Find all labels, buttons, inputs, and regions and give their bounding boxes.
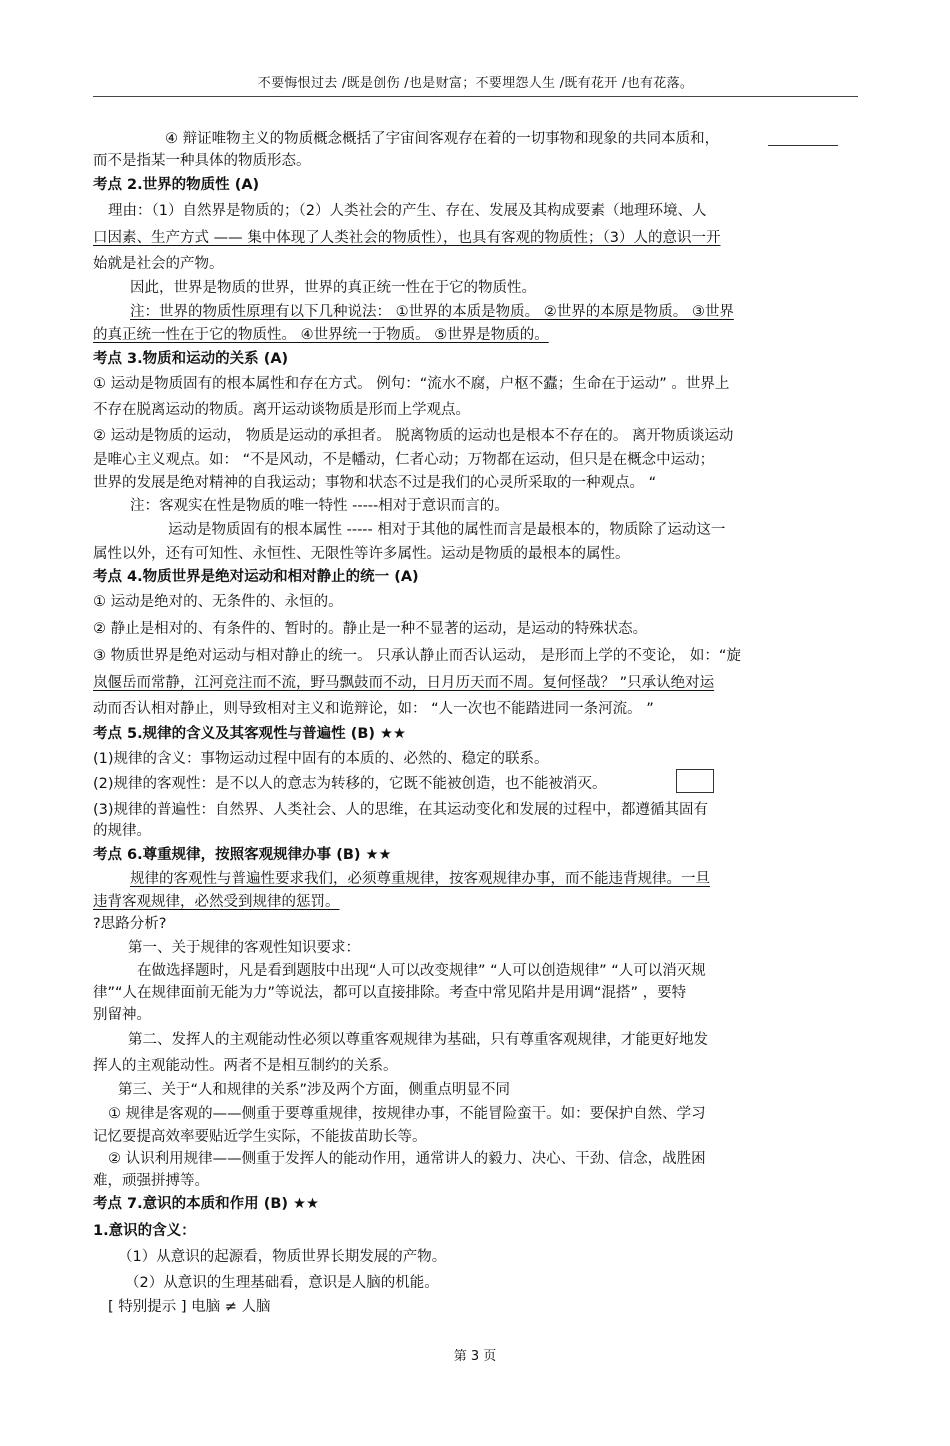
text-line: 第二、发挥人的主观能动性必须以尊重客观规律为基础，只有尊重客观规律，才能更好地发	[128, 1032, 708, 1048]
text-line: 始就是社会的产物。	[93, 256, 224, 272]
text-line: 规律的客观性与普遍性要求我们，必须尊重规律，按客观规律办事，而不能违背规律。一旦	[130, 871, 710, 887]
text-line: 注：世界的物质性原理有以下几种说法： ①世界的本质是物质。 ②世界的本原是物质。 ③世界	[130, 304, 734, 320]
section-heading: 考点 3.物质和运动的关系 (A)	[93, 351, 289, 367]
section-heading: 考点 7.意识的本质和作用 (B) ★★	[93, 1196, 320, 1212]
special-tip: [ 特别提示 ] 电脑 ≠ 人脑	[108, 1299, 271, 1315]
text-line: 世界的发展是绝对精神的自我运动；事物和状态不过是我们的心灵所采取的一种观点。 “	[93, 475, 657, 491]
text-line: ② 认识利用规律——侧重于发挥人的能动作用，通常讲人的毅力、决心、干劲、信念，战胜困	[108, 1151, 706, 1167]
text-line: 口因素、生产方式 —— 集中体现了人类社会的物质性），也具有客观的物质性；（3）人的意识一开	[93, 230, 721, 246]
text-line: 理由：（1）自然界是物质的；（2）人类社会的产生、存在、发展及其构成要素（地理环境、人	[108, 203, 707, 219]
subsection-heading: 1.意识的含义：	[93, 1223, 196, 1239]
section-heading: 考点 6.尊重规律，按照客观规律办事 (B) ★★	[93, 847, 392, 863]
text-line: ② 静止是相对的、有条件的、暂时的。静止是一种不显著的运动，是运动的特殊状态。	[93, 621, 648, 637]
text-line: 第三、关于“人和规律的关系”涉及两个方面，侧重点明显不同	[118, 1082, 511, 1098]
text-line: ?思路分析?	[93, 916, 167, 932]
text-line: ① 规律是客观的——侧重于要尊重规律，按规律办事，不能冒险蛮干。如：要保护自然、学习	[108, 1106, 706, 1122]
text-line: (3)规律的普遍性：自然界、人类社会、人的思维，在其运动变化和发展的过程中，都遵循其固有	[93, 802, 709, 818]
text-line: 运动是物质固有的根本属性 ----- 相对于其他的属性而言是最根本的，物质除了运动这一	[168, 522, 726, 538]
blank-underline	[768, 131, 838, 146]
section-heading: 考点 4.物质世界是绝对运动和相对静止的统一 (A)	[93, 569, 419, 585]
text-line: 的真正统一性在于它的物质性。 ④世界统一于物质。 ⑤世界是物质的。	[93, 327, 549, 343]
text-line: 而不是指某一种具体的物质形态。	[93, 153, 311, 169]
text-line: 记忆要提高效率要贴近学生实际，不能拔苗助长等。	[93, 1129, 427, 1145]
text-line: 注：客观实在性是物质的唯一特性 -----相对于意识而言的。	[130, 498, 509, 514]
section-heading: 考点 5.规律的含义及其客观性与普遍性 (B) ★★	[93, 726, 407, 742]
page-header-motto: 不要悔恨过去 /既是创伤 /也是财富；不要埋怨人生 /既有花开 /也有花落。	[257, 76, 694, 91]
text-line: 是唯心主义观点。如： “不是风动，不是幡动，仁者心动；万物都在运动，但只是在概念中运动；	[93, 452, 715, 468]
text-line: 违背客观规律，必然受到规律的惩罚。	[93, 894, 340, 910]
text-line: 动而否认相对静止，则导致相对主义和诡辩论，如： “人一次也不能踏进同一条河流。 ”	[93, 701, 654, 717]
text-line: 别留神。	[93, 1007, 151, 1023]
text-line: 挥人的主观能动性。两者不是相互制约的关系。	[93, 1058, 398, 1074]
text-line: ① 运动是物质固有的根本属性和存在方式。 例句：“流水不腐，户枢不蠹；生命在于运动” 。世界上	[93, 376, 730, 392]
answer-box	[676, 769, 714, 793]
text-line: 第一、关于规律的客观性知识要求：	[128, 940, 360, 956]
text-line: 属性以外，还有可知性、永恒性、无限性等许多属性。运动是物质的最根本的属性。	[93, 546, 630, 562]
text-line: ④ 辩证唯物主义的物质概念概括了宇宙间客观存在着的一切事物和现象的共同本质和，	[165, 131, 720, 147]
text-line: （1）从意识的起源看，物质世界长期发展的产物。	[118, 1249, 447, 1265]
text-line: ② 运动是物质的运动， 物质是运动的承担者。 脱离物质的运动也是根本不存在的。 离开物质谈运动	[93, 428, 734, 444]
text-line: 因此，世界是物质的世界，世界的真正统一性在于它的物质性。	[130, 280, 536, 296]
text-line: 的规律。	[93, 823, 151, 839]
text-line: （2）从意识的生理基础看，意识是人脑的机能。	[125, 1275, 439, 1291]
text-line: 岚偃岳而常静，江河竞注而不流，野马飘鼓而不动，日月历天而不周。复何怪哉？ ”只承认绝对运	[93, 675, 715, 691]
page-number: 第 3 页	[453, 1349, 497, 1364]
section-heading: 考点 2.世界的物质性 (A)	[93, 177, 260, 193]
text-line: 在做选择题时，凡是看到题肢中出现“人可以改变规律” “人可以创造规律” “人可以消灭规	[137, 963, 706, 979]
text-line: 不存在脱离运动的物质。离开运动谈物质是形而上学观点。	[93, 402, 470, 418]
header-rule	[93, 96, 858, 97]
text-line: 难，顽强拼搏等。	[93, 1173, 209, 1189]
text-line: 律”“人在规律面前无能为力”等说法，都可以直接排除。考查中常见陷井是用调“混搭” ，要特	[93, 985, 687, 1001]
text-line: ③ 物质世界是绝对运动与相对静止的统一。 只承认静止而否认运动， 是形而上学的不变论， 如：“旋	[93, 648, 741, 664]
text-line: (1)规律的含义：事物运动过程中固有的本质的、必然的、稳定的联系。	[93, 751, 549, 767]
text-line: ① 运动是绝对的、无条件的、永恒的。	[93, 594, 343, 610]
text-line: (2)规律的客观性：是不以人的意志为转移的，它既不能被创造，也不能被消灭。	[93, 776, 607, 792]
